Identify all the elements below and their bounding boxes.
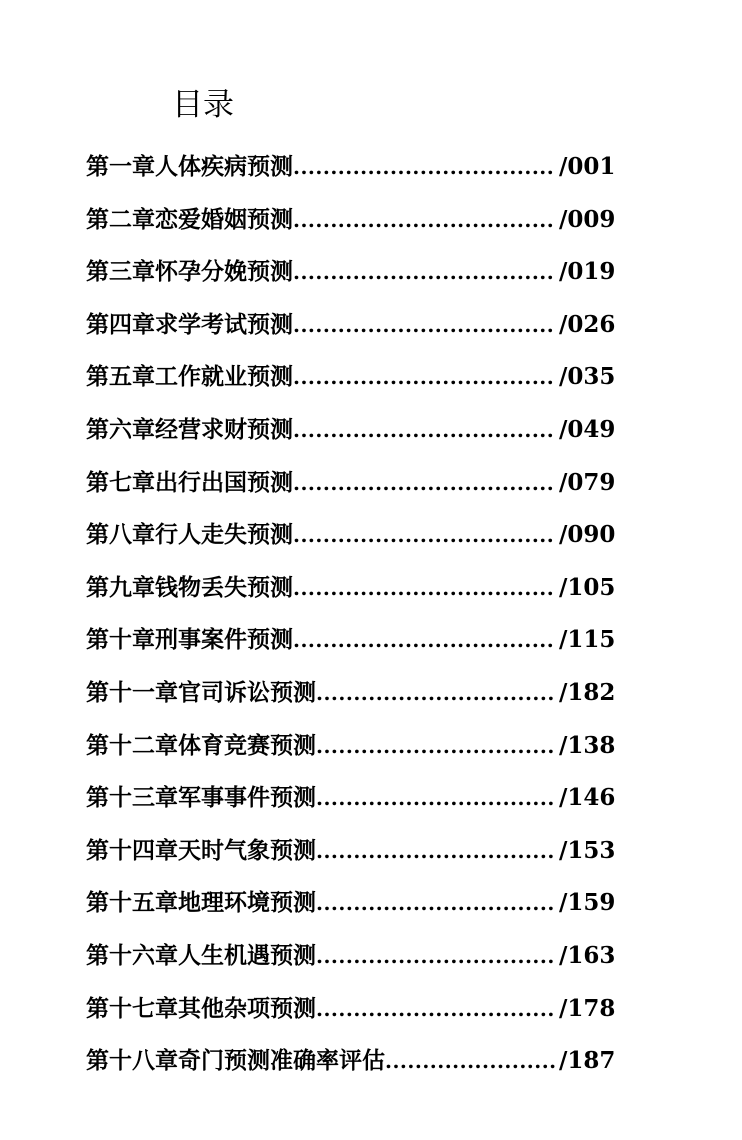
leader-dots: ................................: [316, 839, 555, 863]
chapter-title: 第十章刑事案件预测: [86, 626, 293, 653]
toc-entry[interactable]: [86, 514, 615, 550]
leader-dots: ...................................: [293, 365, 555, 389]
toc-entry[interactable]: [86, 1040, 615, 1076]
page-number: /049: [559, 416, 616, 443]
leader-dots: ...................................: [293, 628, 555, 652]
chapter-title: 第八章行人走失预测: [86, 521, 293, 548]
chapter-title: 第十一章官司诉讼预测: [86, 679, 316, 706]
chapter-title: 第十四章天时气象预测: [86, 837, 316, 864]
chapter-title: 第十六章人生机遇预测: [86, 942, 316, 969]
leader-dots: ...................................: [293, 260, 555, 284]
leader-dots: ...................................: [293, 523, 555, 547]
toc-title: 目录: [172, 87, 234, 123]
chapter-title: 第七章出行出国预测: [86, 469, 293, 496]
chapter-title: 第十七章其他杂项预测: [86, 995, 316, 1022]
page-number: /105: [559, 574, 616, 601]
toc-entry[interactable]: [86, 777, 615, 813]
leader-dots: ...................................: [293, 155, 555, 179]
chapter-title: 第二章恋爱婚姻预测: [86, 206, 293, 233]
leader-dots: ................................: [316, 997, 555, 1021]
leader-dots: ...................................: [293, 576, 555, 600]
chapter-title: 第十八章奇门预测准确率评估: [86, 1047, 385, 1074]
page-number: /079: [559, 469, 616, 496]
leader-dots: ...................................: [293, 208, 555, 232]
page-number: /009: [559, 206, 616, 233]
leader-dots: ...................................: [293, 313, 555, 337]
toc-entry[interactable]: [86, 672, 615, 708]
page-number: /138: [559, 732, 616, 759]
page-number: /163: [559, 942, 616, 969]
page-number: /001: [559, 153, 616, 180]
toc-entry[interactable]: [86, 725, 615, 761]
toc-entry[interactable]: [86, 988, 615, 1024]
page-number: /090: [559, 521, 616, 548]
page-number: /035: [559, 363, 616, 390]
chapter-title: 第十二章体育竞赛预测: [86, 732, 316, 759]
toc-entry[interactable]: [86, 567, 615, 603]
chapter-title: 第六章经营求财预测: [86, 416, 293, 443]
toc-entry[interactable]: [86, 409, 615, 445]
page-number: /187: [559, 1047, 616, 1074]
chapter-title: 第五章工作就业预测: [86, 363, 293, 390]
leader-dots: .......................: [385, 1049, 557, 1073]
leader-dots: ................................: [316, 944, 555, 968]
toc-entry[interactable]: [86, 935, 615, 971]
page-number: /026: [559, 311, 616, 338]
leader-dots: ...................................: [293, 471, 555, 495]
toc-entry[interactable]: [86, 146, 615, 182]
toc-entry[interactable]: [86, 882, 615, 918]
page-number: /178: [559, 995, 616, 1022]
toc-entry[interactable]: [86, 304, 615, 340]
leader-dots: ................................: [316, 734, 555, 758]
page-number: /019: [559, 258, 616, 285]
leader-dots: ...................................: [293, 418, 555, 442]
chapter-title: 第一章人体疾病预测: [86, 153, 293, 180]
toc-entry[interactable]: [86, 830, 615, 866]
page-number: /153: [559, 837, 616, 864]
toc-entry[interactable]: [86, 462, 615, 498]
chapter-title: 第四章求学考试预测: [86, 311, 293, 338]
toc-entry[interactable]: [86, 199, 615, 235]
page-number: /159: [559, 889, 616, 916]
page-number: /146: [559, 784, 616, 811]
page-number: /182: [559, 679, 616, 706]
chapter-title: 第九章钱物丢失预测: [86, 574, 293, 601]
page-number: /115: [559, 626, 616, 653]
chapter-title: 第十五章地理环境预测: [86, 889, 316, 916]
chapter-title: 第三章怀孕分娩预测: [86, 258, 293, 285]
toc-entry[interactable]: [86, 251, 615, 287]
leader-dots: ................................: [316, 786, 555, 810]
toc-entry[interactable]: [86, 356, 615, 392]
chapter-title: 第十三章军事事件预测: [86, 784, 316, 811]
leader-dots: ................................: [316, 891, 555, 915]
leader-dots: ................................: [316, 681, 555, 705]
toc-entry[interactable]: [86, 619, 615, 655]
